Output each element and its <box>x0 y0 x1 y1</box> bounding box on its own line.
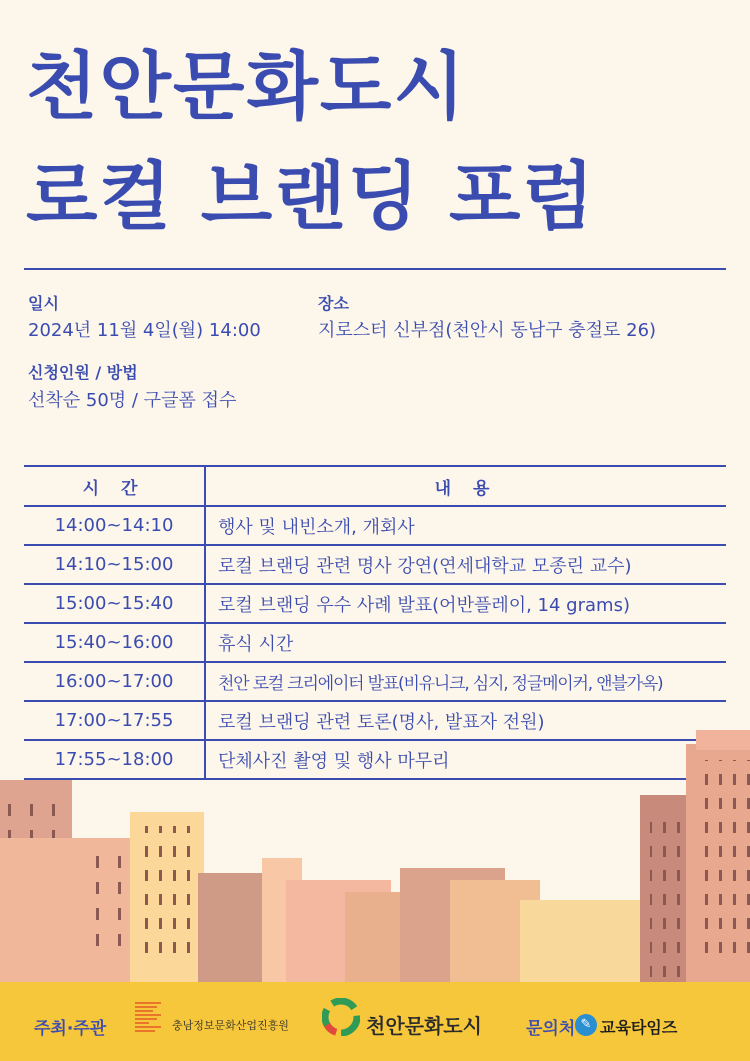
row-time: 15:40~16:00 <box>24 623 205 662</box>
row-time: 15:00~15:40 <box>24 584 205 623</box>
host-label: 주최·주관 <box>34 1019 107 1039</box>
row-content: 천안 로컬 크리에이터 발표(비유니크, 심지, 정글메이커, 앤블가옥) <box>205 662 726 701</box>
org1-name: 충남정보문화산업진흥원 <box>172 1019 289 1032</box>
row-content: 로컬 브랜딩 관련 토론(명사, 발표자 전원) <box>205 701 726 740</box>
row-time: 17:55~18:00 <box>24 740 205 779</box>
row-content: 행사 및 내빈소개, 개회사 <box>205 506 726 545</box>
row-content: 단체사진 촬영 및 행사 마무리 <box>205 740 726 779</box>
contact-label: 문의처 <box>526 1019 576 1039</box>
org2-logo <box>322 998 360 1036</box>
footer-bar <box>0 982 750 1061</box>
org2-name: 천안문화도시 <box>366 1014 482 1038</box>
place-label: 장소 <box>318 294 349 313</box>
table-row <box>24 545 726 584</box>
apply-value: 선착순 50명 / 구글폼 접수 <box>28 390 237 411</box>
table-row <box>24 584 726 623</box>
city-skyline-illustration <box>0 720 750 985</box>
date-label: 일시 <box>28 294 59 313</box>
apply-label: 신청인원 / 방법 <box>28 363 138 382</box>
table-row <box>24 506 726 545</box>
row-time: 17:00~17:55 <box>24 701 205 740</box>
header-time: 시 간 <box>24 466 205 506</box>
org1-logo <box>135 1002 161 1034</box>
date-value: 2024년 11월 4일(월) 14:00 <box>28 320 261 341</box>
place-value: 지로스터 신부점(천안시 동남구 충절로 26) <box>318 320 657 341</box>
divider <box>24 268 726 270</box>
table-row <box>24 623 726 662</box>
schedule-header-row <box>24 466 726 506</box>
table-row <box>24 662 726 701</box>
row-time: 14:00~14:10 <box>24 506 205 545</box>
newspaper-logo-icon: ✎ <box>575 1014 597 1036</box>
header-content: 내 용 <box>205 466 726 506</box>
row-content: 로컬 브랜딩 관련 명사 강연(연세대학교 모종린 교수) <box>205 545 726 584</box>
row-time: 16:00~17:00 <box>24 662 205 701</box>
row-content: 휴식 시간 <box>205 623 726 662</box>
row-time: 14:10~15:00 <box>24 545 205 584</box>
watermark-text: 교육타임즈 <box>600 1018 678 1037</box>
title-line-2: 로컬 브랜딩 포럼 <box>26 154 596 240</box>
row-content: 로컬 브랜딩 우수 사례 발표(어반플레이, 14 grams) <box>205 584 726 623</box>
title-line-1: 천안문화도시 <box>26 44 467 130</box>
